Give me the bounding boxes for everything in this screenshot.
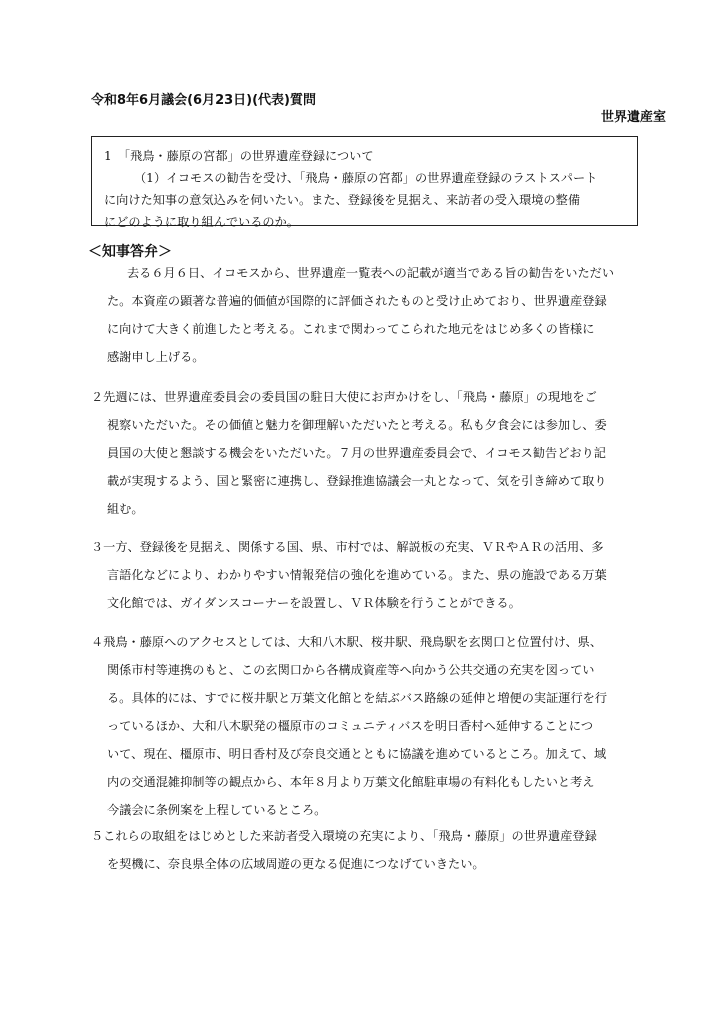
question-box — [91, 136, 638, 229]
paragraph-line: 組む。 — [107, 502, 144, 516]
paragraph-line: 関係市村等連携のもと、この玄関口から各構成資産等へ向かう公共交通の充実を図ってい — [107, 663, 595, 677]
question-line: に向けた知事の意気込みを伺いたい。また、登録後を見据え、来訪者の受入環境の整備 — [104, 193, 581, 207]
paragraph-line: 言語化などにより、わかりやすい情報発信の強化を進めている。また、県の施設である万葉 — [107, 568, 607, 582]
paragraph-line: 文化館では、ガイダンスコーナーを設置し、ＶＲ体験を行うことができる。 — [107, 596, 521, 610]
paragraph-line: 内の交通混雑抑制等の観点から、本年８月より万葉文化館駐車場の有料化もしたいと考え — [107, 775, 595, 789]
paragraph-line: いて、現在、橿原市、明日香村及び奈良交通とともに協議を進めているところ。加えて、域 — [107, 747, 607, 761]
answer-paragraph-2 — [91, 383, 671, 523]
paragraph-line: ３一方、登録後を見据え、関係する国、県、市村では、解説板の充実、ＶＲやＡＲの活用、多 — [91, 540, 604, 554]
paragraph-line: 員国の大使と懇談する機会をいただいた。７月の世界遺産委員会で、イコモス勧告どおり記 — [107, 446, 606, 460]
question-line: （1）イコモスの勧告を受け、「飛鳥・藤原の宮都」の世界遺産登録のラストスパート — [134, 171, 598, 185]
answer-heading: ＜知事答弁＞ — [88, 244, 172, 260]
question-line: にどのように取り組んでいるのか。 — [104, 215, 299, 229]
paragraph-line: た。本資産の顕著な普遍的価値が国際的に評価されたものと受け止めており、世界遺産登録 — [107, 294, 607, 308]
paragraph-line: に向けて大きく前進したと考える。これまで関わってこられた地元をはじめ多くの皆様に — [107, 322, 595, 336]
paragraph-line: 載が実現するよう、国と緊密に連携し、登録推進協議会一丸となって、気を引き締めて取り — [107, 474, 607, 488]
answer-paragraph-4 — [91, 628, 671, 824]
paragraph-line: 感謝申し上げる。 — [107, 350, 205, 364]
answer-paragraph-3 — [91, 533, 671, 617]
paragraph-line: ２先週には、世界遺産委員会の委員国の駐日大使にお声かけをし、「飛鳥・藤原」の現地をご — [91, 390, 597, 404]
department-label: 世界遺産室 — [600, 110, 666, 125]
paragraph-line: ５これらの取組をはじめとした来訪者受入環境の充実により、「飛鳥・藤原」の世界遺産登録 — [91, 829, 597, 843]
answer-paragraph-1 — [91, 259, 671, 371]
paragraph-line: る。具体的には、すでに桜井駅と万葉文化館とを結ぶバス路線の延伸と増便の実証運行を行 — [107, 691, 608, 705]
document-title: 令和8年6月議会(6月23日)(代表)質問 — [91, 93, 316, 108]
paragraph-line: っているほか、大和八木駅発の橿原市のコミュニティバスを明日香村へ延伸することにつ — [107, 719, 594, 733]
question-line: 1 「飛鳥・藤原の宮都」の世界遺産登録について — [104, 149, 374, 163]
paragraph-line: 去る６月６日、イコモスから、世界遺産一覧表への記載が適当である旨の勧告をいただい — [127, 266, 615, 280]
paragraph-line: を契機に、奈良県全体の広域周遊の更なる促進につなげていきたい。 — [107, 857, 485, 871]
paragraph-line: 視察いただいた。その価値と魅力を御理解いただいたと考える。私も夕食会には参加し、委 — [107, 418, 607, 432]
answer-paragraph-5 — [91, 822, 671, 878]
paragraph-line: 今議会に条例案を上程しているところ。 — [107, 803, 327, 817]
paragraph-line: ４飛鳥・藤原へのアクセスとしては、大和八木駅、桜井駅、飛鳥駅を玄関口と位置付け、県、 — [91, 635, 603, 649]
